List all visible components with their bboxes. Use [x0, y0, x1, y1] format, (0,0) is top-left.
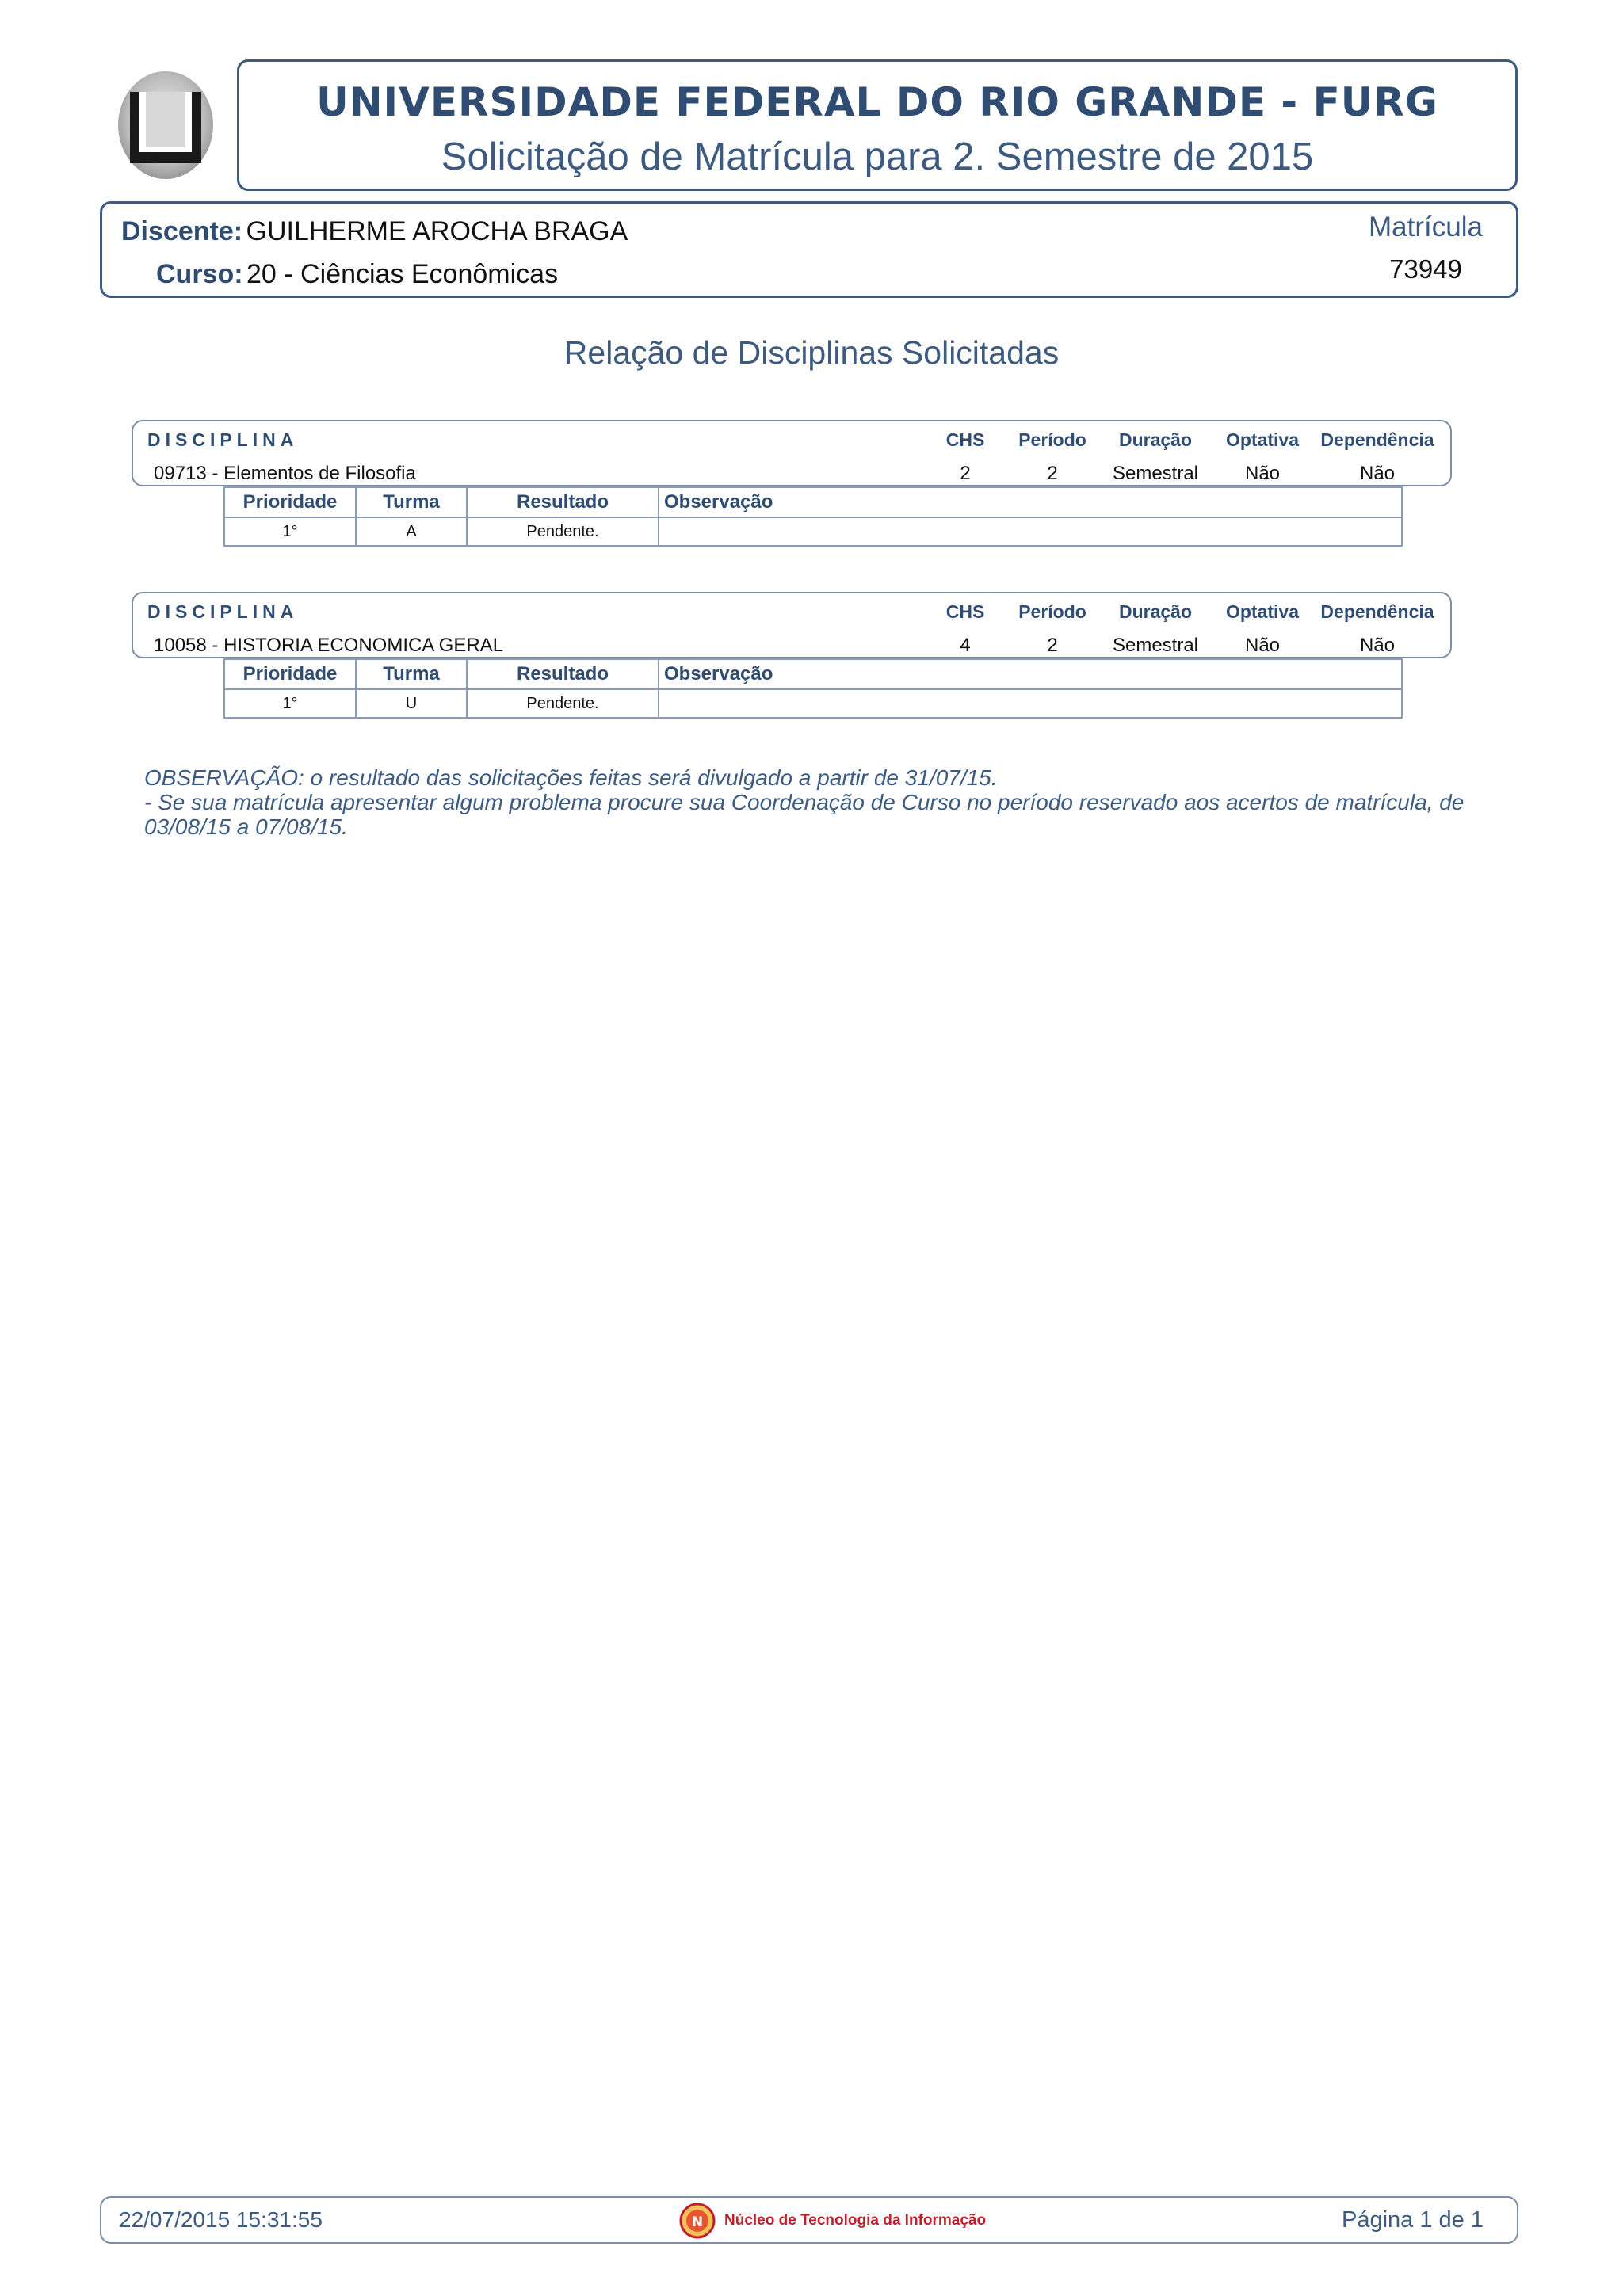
chs-header: CHS: [945, 429, 985, 450]
request-detail-table: [223, 486, 1403, 547]
nti-logo-icon: [678, 2203, 716, 2239]
periodo-header: Período: [1018, 601, 1086, 622]
discente-row: [121, 216, 628, 247]
prioridade-value: 1°: [224, 689, 356, 718]
periodo-header: Período: [1018, 429, 1086, 450]
resultado-value: Pendente.: [467, 517, 659, 546]
table-row: [224, 689, 1402, 718]
periodo-value: 2: [1047, 463, 1058, 484]
discipline-name: 10058 - HISTORIA ECONOMICA GERAL: [154, 635, 504, 656]
optativa-header: Optativa: [1225, 601, 1300, 622]
duracao-value: Semestral: [1112, 635, 1199, 656]
discipline-box: [132, 592, 1452, 658]
table-header-row: [224, 487, 1402, 517]
resultado-header: Resultado: [467, 487, 659, 517]
curso-value: 20 - Ciências Econômicas: [246, 259, 559, 289]
note-line-1: OBSERVAÇÃO: o resultado das solicitações feitas será divulgado a partir de 31/07/15.: [144, 765, 998, 790]
footer-nti: [678, 2201, 986, 2241]
student-info-box: [100, 201, 1518, 298]
chs-header: CHS: [945, 601, 985, 622]
observation-note: [144, 765, 1539, 839]
duracao-value: Semestral: [1112, 463, 1199, 484]
dependencia-header: Dependência: [1320, 429, 1434, 450]
table-row: [224, 517, 1402, 546]
prioridade-header: Prioridade: [224, 659, 356, 689]
turma-value: U: [356, 689, 467, 718]
duracao-header: Duração: [1118, 601, 1193, 622]
optativa-value: Não: [1244, 635, 1281, 656]
footer: [100, 2196, 1518, 2244]
resultado-header: Resultado: [467, 659, 659, 689]
matricula-label: Matrícula: [1369, 212, 1483, 242]
discipline-name: 09713 - Elementos de Filosofia: [154, 463, 416, 484]
chs-value: 4: [960, 635, 971, 656]
turma-value: A: [356, 517, 467, 546]
section-title: Relação de Disciplinas Solicitadas: [563, 334, 1060, 371]
discente-name: GUILHERME AROCHA BRAGA: [246, 216, 628, 246]
turma-header: Turma: [356, 487, 467, 517]
document-subtitle: Solicitação de Matrícula para 2. Semestre de 2015: [441, 135, 1314, 178]
disciplina-header: DISCIPLINA: [147, 429, 299, 450]
chs-value: 2: [960, 463, 971, 484]
observacao-value: [659, 689, 1402, 718]
observacao-header: Observação: [659, 487, 1402, 517]
optativa-header: Optativa: [1225, 429, 1300, 450]
dependencia-value: Não: [1359, 635, 1396, 656]
matricula-value: 73949: [1389, 254, 1462, 284]
dependencia-value: Não: [1359, 463, 1396, 484]
footer-center-text: Núcleo de Tecnologia da Informação: [724, 2212, 987, 2229]
prioridade-value: 1°: [224, 517, 356, 546]
turma-header: Turma: [356, 659, 467, 689]
table-header-row: [224, 659, 1402, 689]
note-line-2: - Se sua matrícula apresentar algum problema procure sua Coordenação de Curso no período reservado aos acertos de matrícula, de 03/08/15 a 07/08/15.: [144, 790, 1465, 839]
header-box: [237, 59, 1518, 191]
footer-datetime: 22/07/2015 15:31:55: [119, 2207, 323, 2232]
resultado-value: Pendente.: [467, 689, 659, 718]
discente-label: Discente:: [121, 216, 243, 246]
svg-text:N: N: [691, 2214, 704, 2230]
prioridade-header: Prioridade: [224, 487, 356, 517]
periodo-value: 2: [1047, 635, 1058, 656]
dependencia-header: Dependência: [1320, 601, 1434, 622]
disciplina-header: DISCIPLINA: [147, 601, 299, 622]
curso-row: [156, 259, 558, 290]
discipline-box: [132, 420, 1452, 486]
duracao-header: Duração: [1118, 429, 1193, 450]
optativa-value: Não: [1244, 463, 1281, 484]
observacao-value: [659, 517, 1402, 546]
furg-logo: [116, 70, 216, 181]
university-name: UNIVERSIDADE FEDERAL DO RIO GRANDE - FURG: [316, 79, 1438, 125]
request-detail-table: [223, 658, 1403, 719]
footer-page-number: Página 1 de 1: [1342, 2207, 1484, 2233]
observacao-header: Observação: [659, 659, 1402, 689]
curso-label: Curso:: [156, 259, 243, 289]
